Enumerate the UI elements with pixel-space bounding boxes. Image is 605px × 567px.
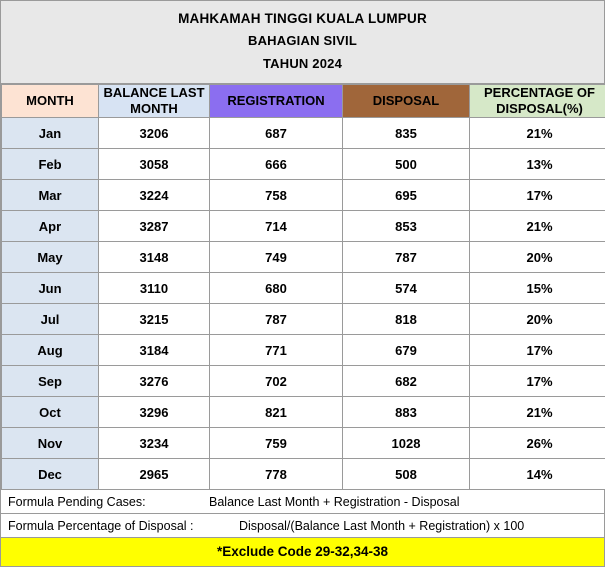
column-header-registration: REGISTRATION (210, 84, 343, 118)
report-title-line-2: BAHAGIAN SIVIL (248, 33, 357, 49)
cell-registration: 771 (210, 335, 343, 366)
cell-month: Mar (2, 180, 99, 211)
cell-percentage: 21% (470, 397, 605, 428)
table-row (2, 397, 605, 428)
formula-pending-cases-label: Formula Pending Cases: (8, 494, 146, 509)
cell-month: Jul (2, 304, 99, 335)
formula-pending-cases-row (1, 490, 604, 514)
table-row (2, 335, 605, 366)
column-header-month: MONTH (2, 84, 99, 118)
table-row (2, 118, 605, 149)
formula-percentage-disposal-value: Disposal/(Balance Last Month + Registration) x 100 (239, 518, 525, 533)
cell-balance: 3206 (99, 118, 210, 149)
cell-balance: 3184 (99, 335, 210, 366)
cell-registration: 778 (210, 459, 343, 490)
table-row (2, 459, 605, 490)
cell-registration: 666 (210, 149, 343, 180)
cell-registration: 758 (210, 180, 343, 211)
cell-month: Jun (2, 273, 99, 304)
cell-percentage: 17% (470, 366, 605, 397)
cell-month: Dec (2, 459, 99, 490)
report-title-line-3: TAHUN 2024 (262, 55, 343, 71)
column-header-balance-last-month: BALANCE LAST MONTH (99, 84, 210, 118)
table-row (2, 242, 605, 273)
cell-disposal: 682 (343, 366, 470, 397)
table-row (2, 304, 605, 335)
statistics-table (1, 84, 605, 491)
formula-pending-cases-value: Balance Last Month + Registration - Disposal (209, 494, 460, 509)
cell-percentage: 13% (470, 149, 605, 180)
cell-month: Aug (2, 335, 99, 366)
cell-month: Apr (2, 211, 99, 242)
cell-month: Nov (2, 428, 99, 459)
cell-disposal: 679 (343, 335, 470, 366)
cell-percentage: 21% (470, 118, 605, 149)
cell-disposal: 574 (343, 273, 470, 304)
cell-percentage: 21% (470, 211, 605, 242)
cell-percentage: 15% (470, 273, 605, 304)
cell-percentage: 20% (470, 242, 605, 273)
formula-percentage-disposal-row (1, 514, 604, 538)
column-header-percentage-of-disposal: PERCENTAGE OF DISPOSAL(%) (470, 84, 605, 118)
formula-percentage-disposal-label: Formula Percentage of Disposal : (8, 518, 194, 533)
cell-percentage: 17% (470, 180, 605, 211)
cell-month: Feb (2, 149, 99, 180)
table-header (2, 84, 605, 118)
cell-month: May (2, 242, 99, 273)
cell-month: Oct (2, 397, 99, 428)
table-row (2, 273, 605, 304)
cell-registration: 687 (210, 118, 343, 149)
table-row (2, 211, 605, 242)
cell-balance: 3148 (99, 242, 210, 273)
cell-balance: 3224 (99, 180, 210, 211)
cell-registration: 680 (210, 273, 343, 304)
cell-registration: 759 (210, 428, 343, 459)
cell-month: Sep (2, 366, 99, 397)
cell-balance: 3287 (99, 211, 210, 242)
cell-disposal: 883 (343, 397, 470, 428)
table-row (2, 149, 605, 180)
table-row (2, 366, 605, 397)
cell-registration: 714 (210, 211, 343, 242)
cell-balance: 3296 (99, 397, 210, 428)
cell-percentage: 20% (470, 304, 605, 335)
column-header-disposal: DISPOSAL (343, 84, 470, 118)
cell-balance: 3276 (99, 366, 210, 397)
cell-disposal: 853 (343, 211, 470, 242)
cell-disposal: 835 (343, 118, 470, 149)
report-title-block (1, 1, 604, 84)
cell-balance: 3058 (99, 149, 210, 180)
table-body (2, 118, 605, 490)
cell-registration: 702 (210, 366, 343, 397)
cell-month: Jan (2, 118, 99, 149)
table-row (2, 180, 605, 211)
cell-disposal: 500 (343, 149, 470, 180)
cell-registration: 749 (210, 242, 343, 273)
table-row (2, 428, 605, 459)
cell-registration: 821 (210, 397, 343, 428)
cell-disposal: 1028 (343, 428, 470, 459)
cell-percentage: 14% (470, 459, 605, 490)
cell-registration: 787 (210, 304, 343, 335)
cell-balance: 3234 (99, 428, 210, 459)
table-header-row (2, 84, 605, 118)
cell-disposal: 787 (343, 242, 470, 273)
report-title-line-1: MAHKAMAH TINGGI KUALA LUMPUR (178, 11, 427, 26)
cell-balance: 3215 (99, 304, 210, 335)
cell-balance: 2965 (99, 459, 210, 490)
cell-disposal: 508 (343, 459, 470, 490)
exclusion-note: *Exclude Code 29-32,34-38 (1, 538, 604, 566)
cell-percentage: 26% (470, 428, 605, 459)
cell-disposal: 818 (343, 304, 470, 335)
cell-percentage: 17% (470, 335, 605, 366)
cell-balance: 3110 (99, 273, 210, 304)
cell-disposal: 695 (343, 180, 470, 211)
